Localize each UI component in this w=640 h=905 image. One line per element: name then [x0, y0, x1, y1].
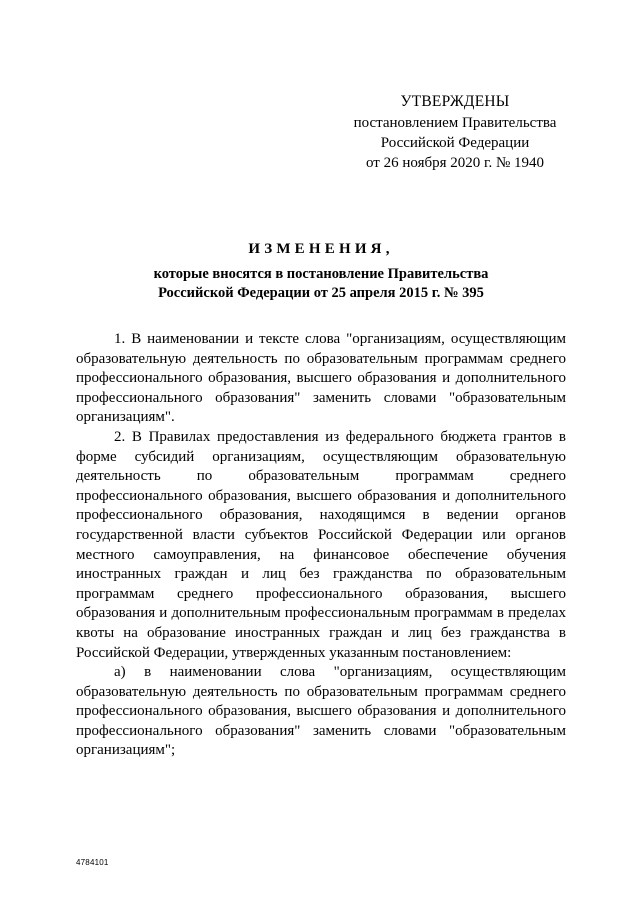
approval-date-number: от 26 ноября 2020 г. № 1940: [365, 155, 545, 171]
paragraph-2: 2. В Правилах предоставления из федерального бюджета грантов в форме субсидий организациям, осуществляющим образовательную деятельность по образовательным программам среднего профессионального образования, высшего образования и дополнительного профессионального образования, находящимся в ведении органов государственной власти субъектов Российской Федерации или органов местного самоуправления, на финансовое обеспечение обучения иностранных граждан и лиц без гражданства по образовательным программам среднего профессионального образования, высшего образования и дополнительным профессиональным программам в пределах квоты на образование иностранных граждан и лиц без гражданства в Российской Федерации, утвержденных указанным постановлением:: [76, 428, 566, 661]
approval-line-1: постановлением Правительства: [353, 115, 557, 131]
paragraph-2a: а) в наименовании слова "организациям, осуществляющим образовательную деятельность по образовательным программам среднего профессионального образования, высшего образования и дополнительного профессионального образования" заменить словами "образовательным организациям";: [76, 664, 566, 759]
document-code: 4784101: [76, 858, 109, 867]
document-subtitle: [76, 265, 566, 303]
paragraph-1: 1. В наименовании и тексте слова "организациям, осуществляющим образовательную деятельность по образовательным программам среднего профессионального образования, высшего образования и дополнительного профессионального образования" заменить словами "образовательным организациям".: [76, 331, 566, 426]
subtitle-line-2: Российской Федерации от 25 апреля 2015 г. № 395: [158, 285, 484, 301]
subtitle-line-1: которые вносятся в постановление Правительства: [153, 266, 489, 282]
approval-line-2: Российской Федерации: [380, 135, 530, 151]
document-body: [76, 330, 566, 761]
approval-block: [340, 92, 570, 173]
approval-stamp: УТВЕРЖДЕНЫ: [400, 93, 510, 110]
document-title: ИЗМЕНЕНИЯ,: [248, 241, 394, 257]
